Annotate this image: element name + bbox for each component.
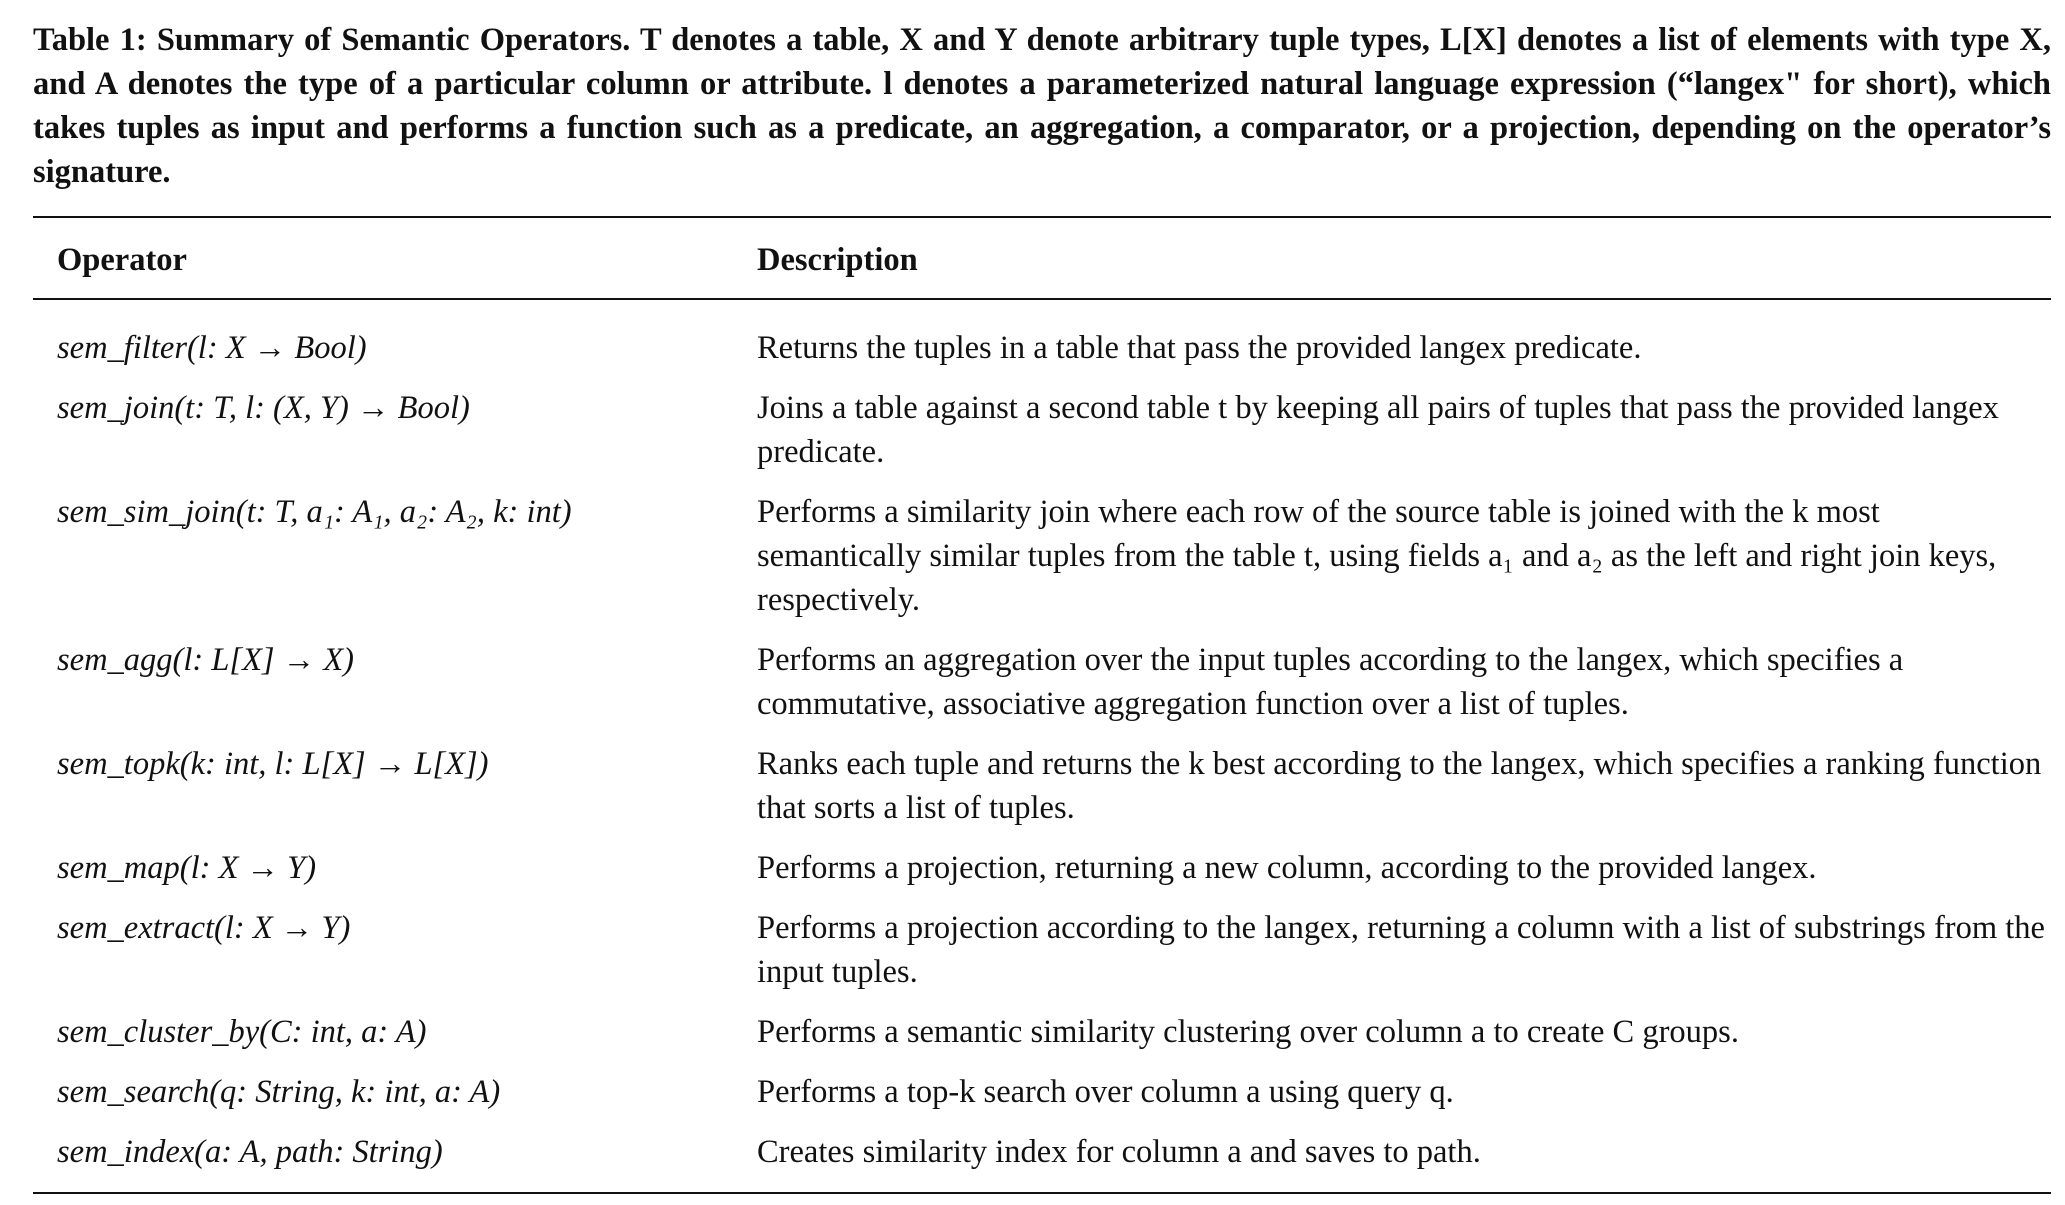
table-row: [33, 1064, 2051, 1124]
operator-cell: sem_cluster_by(C: int, a: A): [57, 1014, 427, 1050]
description-cell: Performs a top-k search over column a using query q.: [757, 1074, 1454, 1110]
description-cell: Returns the tuples in a table that pass the provided langex predicate.: [757, 330, 1642, 366]
table-row: [33, 1124, 2051, 1184]
operator-cell: sem_extract(l: X → Y): [57, 910, 351, 946]
description-cell: Creates similarity index for column a and saves to path.: [757, 1134, 1481, 1170]
table-row: [33, 484, 2051, 632]
caption-text: T denotes a table, X and Y denote arbitrary tuple types, L[X] denotes a list of elements with type X, and A denotes the type of a particular column or attribute. l denotes a parameterized natural language expression (“langex" for short), which takes tuples as input and performs a function such as a predicate, an aggregation, a comparator, or a projection, depending on the operator’s signature.: [33, 22, 2051, 190]
header-row: [33, 218, 2051, 299]
table-caption: [33, 18, 2051, 194]
table-row: [33, 320, 2051, 380]
description-cell: Performs a projection according to the langex, returning a column with a list of substrings from the input tuples.: [757, 910, 2045, 990]
caption-label: Table 1: Summary of Semantic Operators.: [33, 22, 631, 58]
operator-cell: sem_map(l: X → Y): [57, 850, 317, 886]
description-cell: Performs a projection, returning a new column, according to the provided langex.: [757, 850, 1817, 886]
description-cell: Performs a similarity join where each row of the source table is joined with the k most semantically similar tuples from the table t, using fields a₁ and a₂ as the left and right join keys, respectively.: [757, 494, 1997, 618]
table-row: [33, 840, 2051, 900]
description-cell: Performs an aggregation over the input tuples according to the langex, which specifies a commutative, associative aggregation function over a list of tuples.: [757, 642, 1904, 722]
table-figure: [33, 18, 2051, 1194]
table-row: [33, 632, 2051, 736]
operator-cell: sem_topk(k: int, l: L[X] → L[X]): [57, 746, 489, 782]
operators-table: [33, 218, 2051, 1194]
description-cell: Joins a table against a second table t by keeping all pairs of tuples that pass the provided langex predicate.: [757, 390, 1999, 470]
header-description: Description: [757, 242, 918, 278]
header-operator: Operator: [57, 242, 187, 278]
table-row: [33, 736, 2051, 840]
operator-cell: sem_agg(l: L[X] → X): [57, 642, 354, 678]
operator-cell: sem_join(t: T, l: (X, Y) → Bool): [57, 390, 470, 426]
bottom-rule: [33, 1184, 2051, 1193]
table-row: [33, 900, 2051, 1004]
operator-cell: sem_filter(l: X → Bool): [57, 330, 367, 366]
operator-cell: sem_search(q: String, k: int, a: A): [57, 1074, 501, 1110]
description-cell: Performs a semantic similarity clustering over column a to create C groups.: [757, 1014, 1739, 1050]
operator-cell: sem_sim_join(t: T, a₁: A₁, a₂: A₂, k: int): [57, 494, 572, 530]
table-row: [33, 380, 2051, 484]
description-cell: Ranks each tuple and returns the k best according to the langex, which specifies a ranking function that sorts a list of tuples.: [757, 746, 2042, 826]
table-row: [33, 1004, 2051, 1064]
operator-cell: sem_index(a: A, path: String): [57, 1134, 443, 1170]
mid-rule: [33, 299, 2051, 320]
